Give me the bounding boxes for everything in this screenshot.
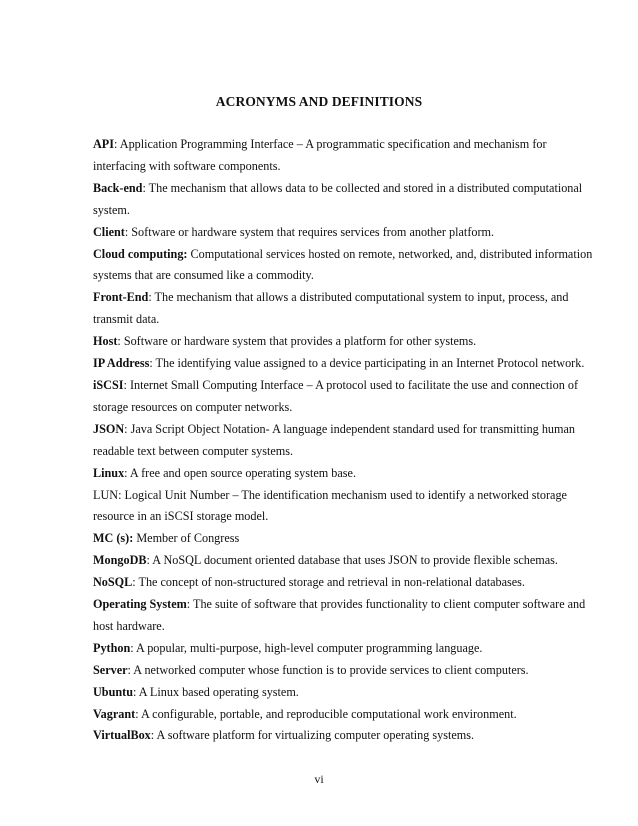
definition-text: Java Script Object Notation- A language independent standard used for transmitting human readable text between computer systems. xyxy=(93,421,575,458)
definition-term: Operating System xyxy=(93,597,187,612)
page-number: vi xyxy=(314,772,324,786)
definition-term: Front-End xyxy=(93,290,149,305)
term-separator: : xyxy=(148,290,152,305)
definition-text: The mechanism that allows data to be collected and stored in a distributed computational system. xyxy=(93,180,583,217)
definition-term: LUN xyxy=(93,487,119,502)
term-separator: : xyxy=(146,553,150,568)
definition-text: A free and open source operating system base. xyxy=(127,465,357,480)
definition-term: MC (s): xyxy=(93,531,134,546)
definition-text: The identifying value assigned to a device participating in an Internet Protocol network. xyxy=(152,356,585,371)
definition-text: The suite of software that provides functionality to client computer software and host hardware. xyxy=(93,597,586,633)
term-separator: : xyxy=(142,180,146,195)
definition-term: NoSQL xyxy=(93,575,133,590)
definition-entry xyxy=(93,660,593,682)
definition-entry xyxy=(93,244,593,288)
definition-text: A configurable, portable, and reproducible computational work environment. xyxy=(138,706,517,721)
definitions-list xyxy=(93,134,593,747)
definition-text: Logical Unit Number – The identification mechanism used to identify a networked storage resource in an iSCSI storage model. xyxy=(93,487,567,524)
definition-term: iSCSI xyxy=(93,377,124,392)
definition-text: Application Programming Interface – A programmatic specification and mechanism for interfacing with software components. xyxy=(93,137,547,173)
definition-entry xyxy=(93,528,593,550)
term-separator: : xyxy=(114,137,118,151)
definition-entry xyxy=(93,419,593,463)
definition-term: VirtualBox xyxy=(93,728,151,743)
definition-entry xyxy=(93,353,593,375)
term-separator: : xyxy=(135,706,139,721)
definition-text: The concept of non-structured storage and retrieval in non-relational databases. xyxy=(135,575,525,590)
definition-entry xyxy=(93,682,593,704)
term-separator: : xyxy=(149,356,153,371)
definition-term: Linux xyxy=(93,465,125,480)
term-separator: : xyxy=(132,684,137,699)
definition-entry xyxy=(93,222,593,244)
definition-term: Client xyxy=(93,224,125,239)
definition-text: A NoSQL document oriented database that uses JSON to provide flexible schemas. xyxy=(149,553,558,568)
term-separator: : xyxy=(127,662,131,677)
term-separator: : xyxy=(132,575,136,590)
definition-entry xyxy=(93,725,593,747)
definition-term: Vagrant xyxy=(93,706,136,721)
term-separator: : xyxy=(130,640,134,655)
definition-entry xyxy=(93,550,593,572)
definition-term: Server xyxy=(93,662,128,677)
definition-text: A software platform for virtualizing computer operating systems. xyxy=(154,728,475,743)
page-title: ACRONYMS AND DEFINITIONS xyxy=(215,94,423,109)
definition-term: Ubuntu xyxy=(93,684,133,699)
definition-entry xyxy=(93,485,593,529)
definition-term: API xyxy=(93,137,114,151)
definition-term: Host xyxy=(93,334,118,349)
definition-term: Back-end xyxy=(93,180,143,195)
definition-term: Python xyxy=(93,640,131,655)
definition-term: Cloud computing: xyxy=(93,246,188,261)
term-separator: : xyxy=(186,597,191,612)
term-separator: : xyxy=(118,487,122,502)
definition-term: JSON xyxy=(93,421,125,436)
definition-entry xyxy=(93,594,593,638)
definition-text: Computational services hosted on remote, networked, and, distributed information systems that are consumed like a commodity. xyxy=(93,246,593,283)
definition-term: MongoDB xyxy=(93,553,147,568)
definition-entry xyxy=(93,704,593,726)
definition-text: Software or hardware system that provides a platform for other systems. xyxy=(120,334,477,349)
definition-text: A networked computer whose function is to provide services to client computers. xyxy=(130,662,529,677)
definition-text: Member of Congress xyxy=(133,531,240,546)
definition-text: A popular, multi-purpose, high-level computer programming language. xyxy=(133,640,483,655)
term-separator: : xyxy=(124,465,128,480)
term-separator: : xyxy=(123,377,127,392)
term-separator: : xyxy=(124,421,128,436)
term-separator: : xyxy=(117,334,121,349)
definition-entry xyxy=(93,638,593,660)
definition-text: Internet Small Computing Interface – A protocol used to facilitate the use and connection of storage resources on computer networks. xyxy=(93,377,579,414)
definition-entry xyxy=(93,375,593,419)
definition-text: The mechanism that allows a distributed computational system to input, process, and transmit data. xyxy=(93,290,569,327)
definition-text: A Linux based operating system. xyxy=(136,684,299,699)
definition-entry xyxy=(93,134,593,178)
definition-entry xyxy=(93,572,593,594)
definition-term: IP Address xyxy=(93,356,150,371)
term-separator: : xyxy=(124,224,129,239)
definition-entry xyxy=(93,331,593,353)
definition-entry xyxy=(93,287,593,331)
definition-entry xyxy=(93,463,593,485)
definition-text: Software or hardware system that requires services from another platform. xyxy=(128,224,495,239)
term-separator: : xyxy=(150,728,155,743)
definition-entry xyxy=(93,178,593,222)
